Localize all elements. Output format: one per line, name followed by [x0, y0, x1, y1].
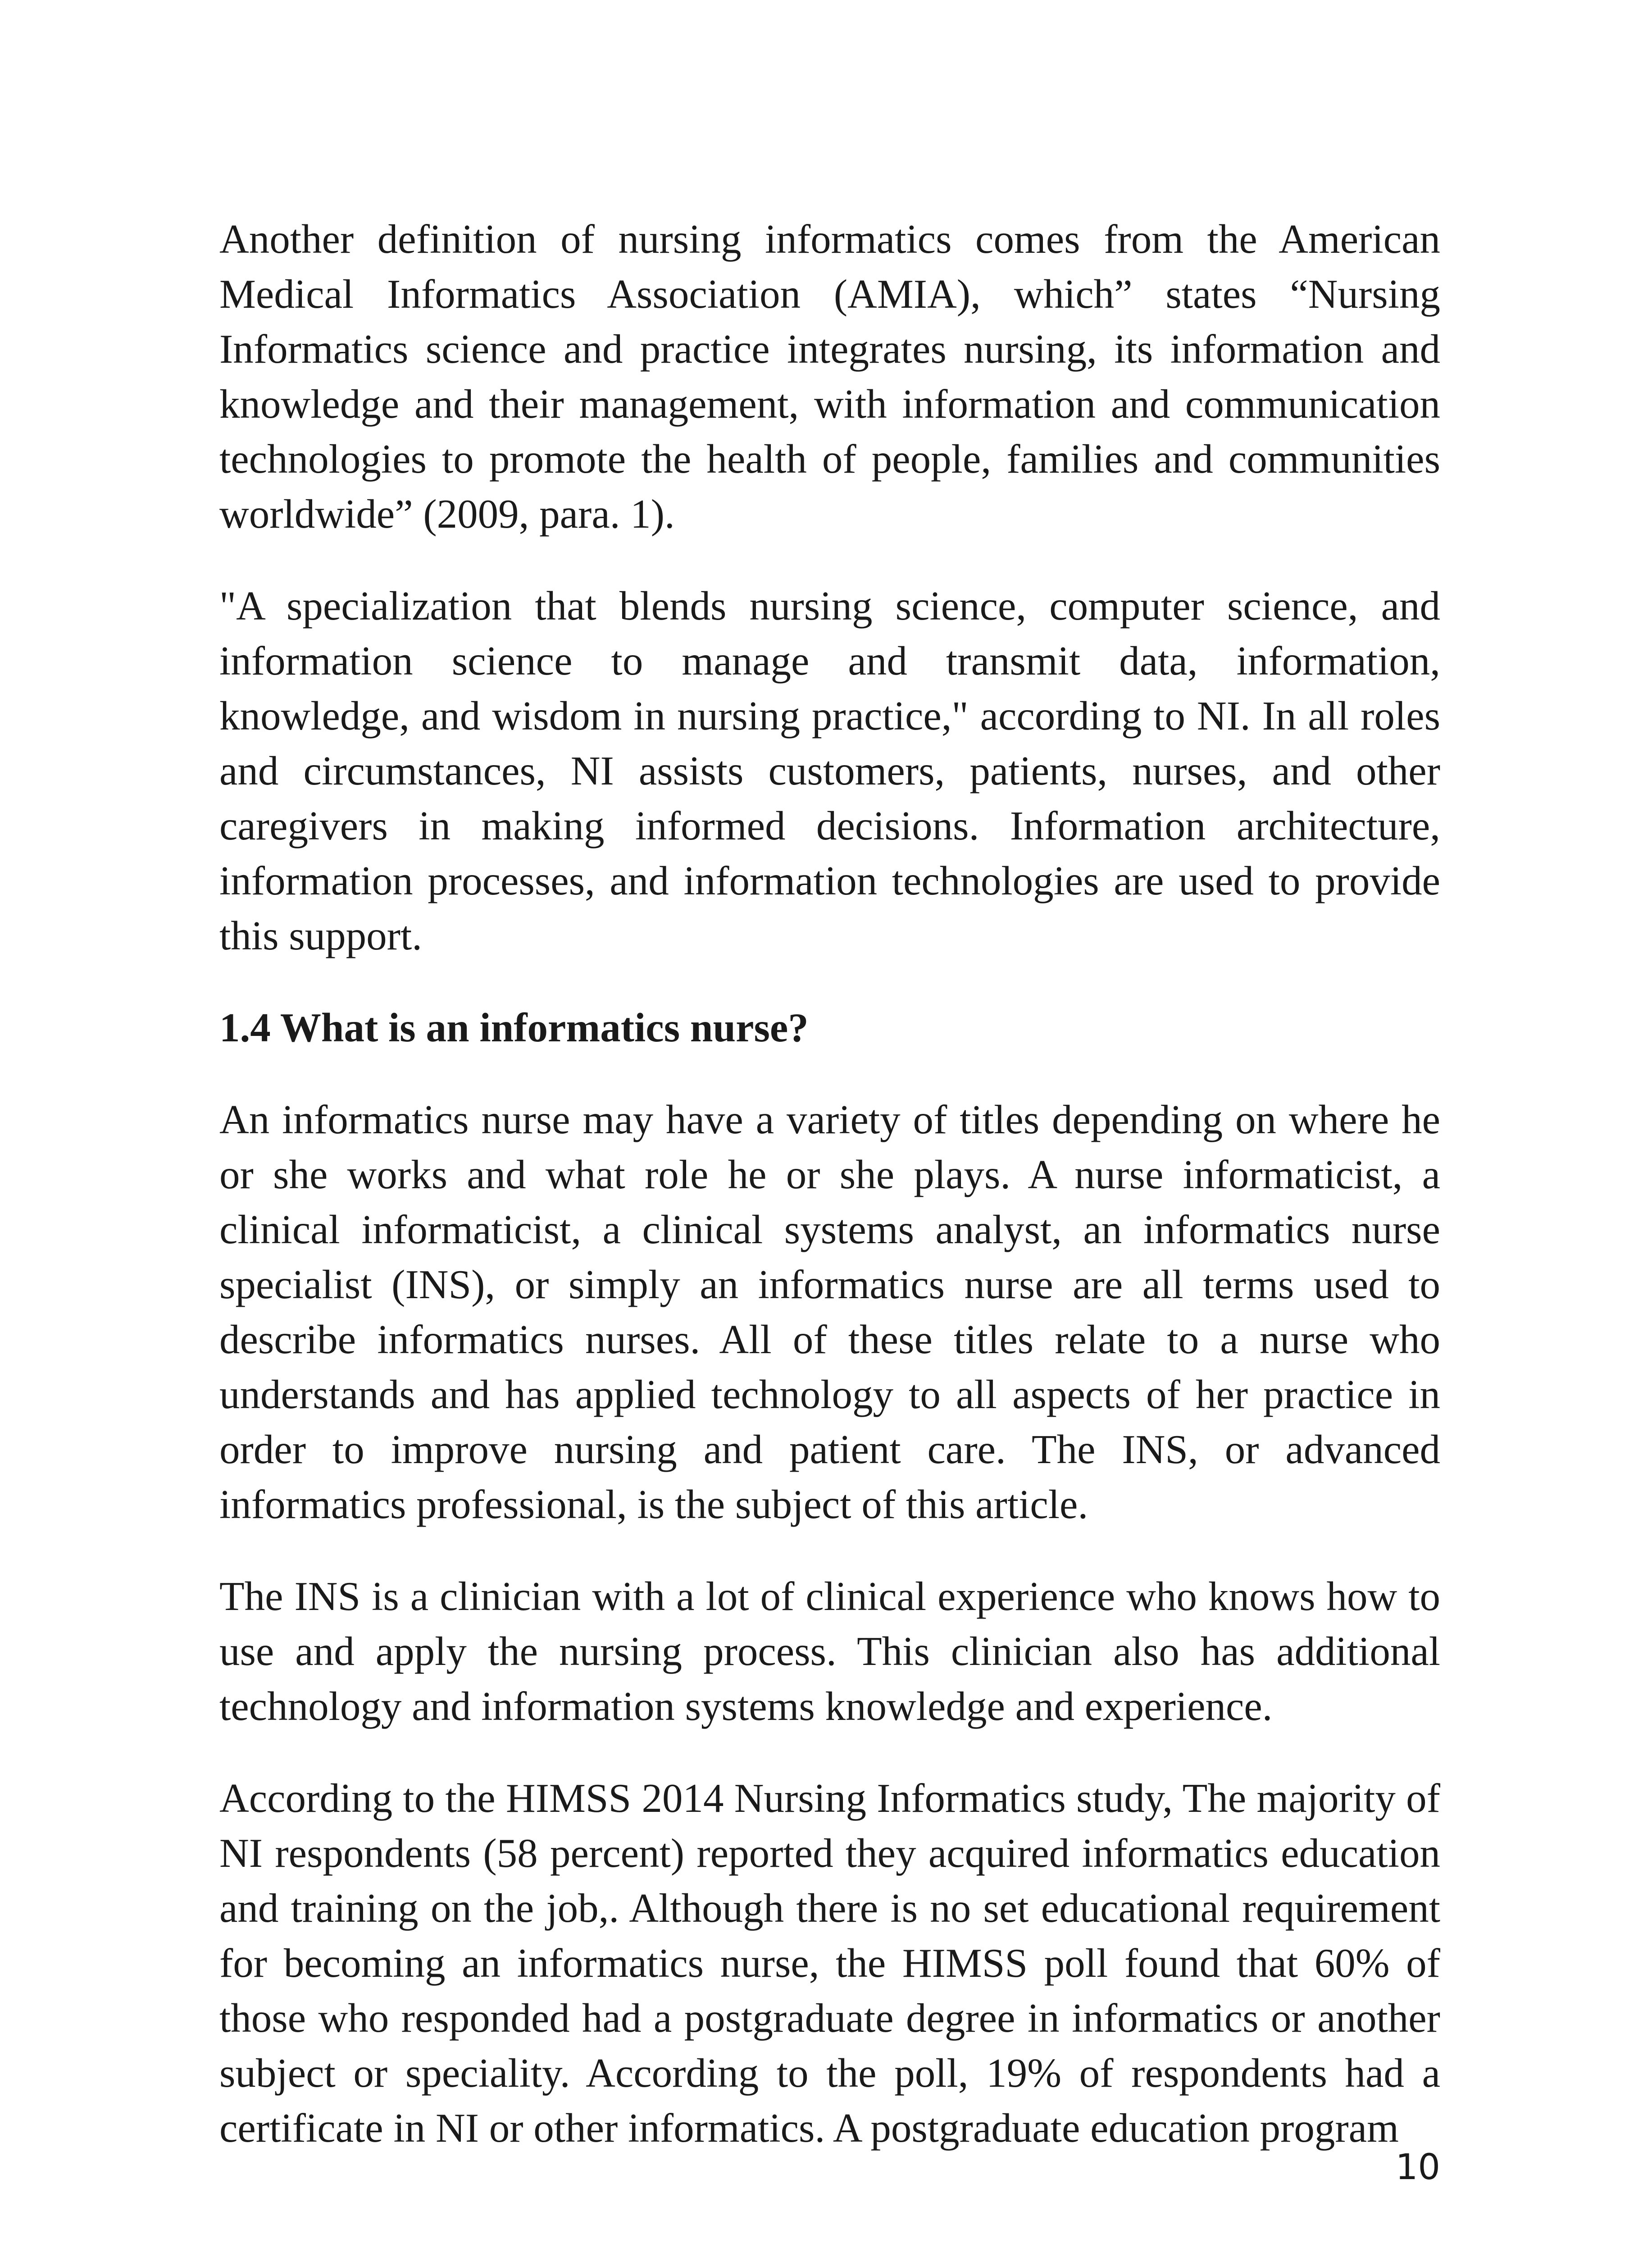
page-body [219, 212, 1440, 2193]
section-heading: 1.4 What is an informatics nurse? [219, 1005, 809, 1050]
page-number: 10 [1395, 2147, 1440, 2188]
paragraph-ni-specialization: "A specialization that blends nursing science, computer science, and information science to manage and transmit data, information, knowledge, and wisdom in nursing practice," according to NI. In all roles and circumstances, NI assists customers, patients, nurses, and other caregivers in making informed decisions. Information architecture, information processes, and information technologies are used to provide this support. [219, 583, 1440, 958]
paragraph-informatics-nurse-titles: An informatics nurse may have a variety of titles depending on where he or she works and what role he or she plays. A nurse informaticist, a clinical informaticist, a clinical systems analyst, an informatics nurse specialist (INS), or simply an informatics nurse are all terms used to describe informatics nurses. All of these titles relate to a nurse who understands and has applied technology to all aspects of her practice in order to improve nursing and patient care. The INS, or advanced informatics professional, is the subject of this article. [219, 1097, 1440, 1527]
paragraph-amia-definition: Another definition of nursing informatics comes from the American Medical Informatics Association (AMIA), which” states “Nursing Informatics science and practice integrates nursing, its information and knowledge and their management, with information and communication technologies to promote the health of people, families and communities worldwide” (2009, para. 1). [219, 216, 1440, 537]
paragraph-ins-clinician: The INS is a clinician with a lot of clinical experience who knows how to use and apply the nursing process. This clinician also has additional technology and information systems knowledge and experience. [219, 1573, 1440, 1729]
paragraph-himss-study: According to the HIMSS 2014 Nursing Informatics study, The majority of NI respondents (58 percent) reported they acquired informatics education and training on the job,. Although there is no set educational requirement for becoming an informatics nurse, the HIMSS poll found that 60% of those who responded had a postgraduate degree in informatics or another subject or speciality. According to the poll, 19% of respondents had a certificate in NI or other informatics. A postgraduate education program [219, 1775, 1440, 2151]
